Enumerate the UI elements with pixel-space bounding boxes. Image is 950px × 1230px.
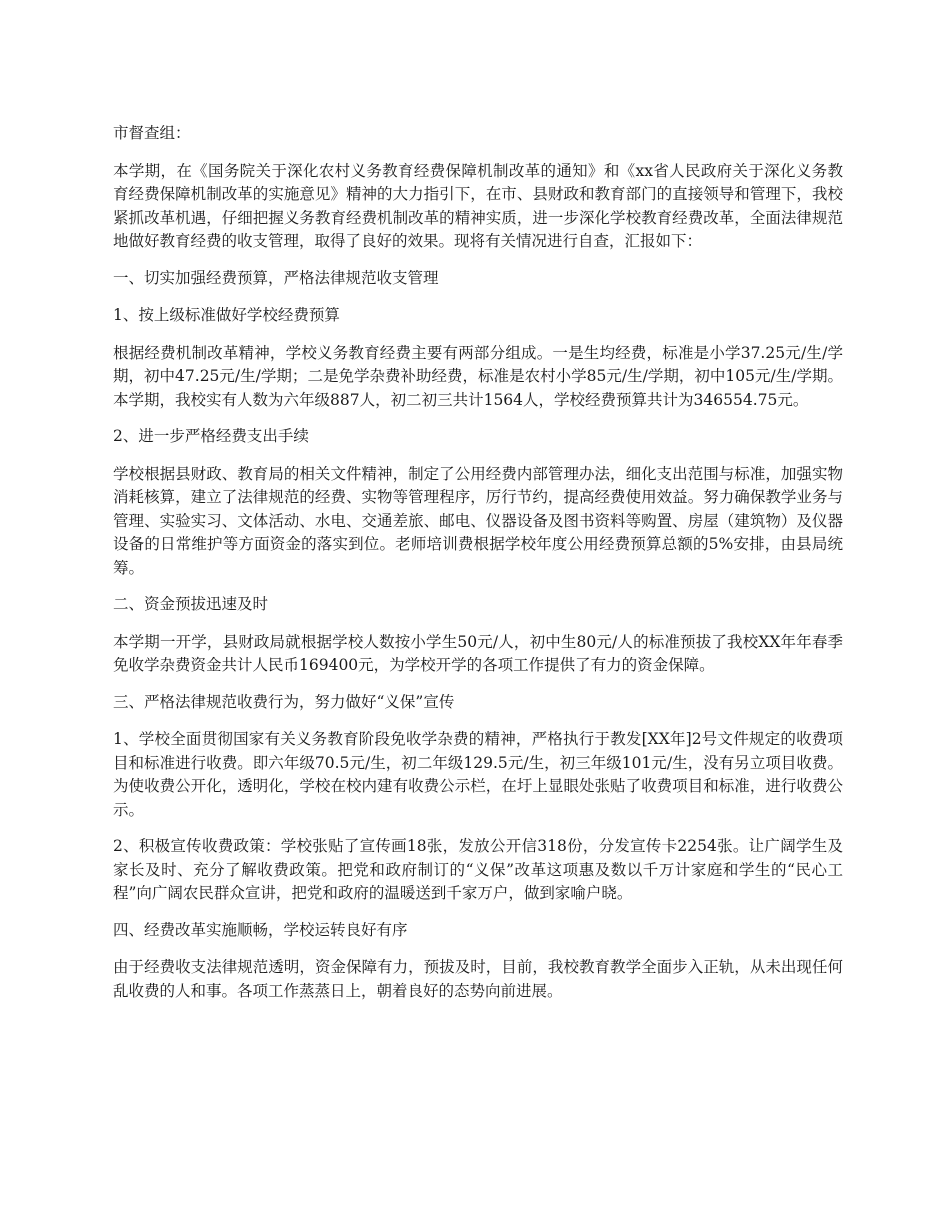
intro-paragraph: 本学期，在《国务院关于深化农村义务教育经费保障机制改革的通知》和《xx省人民政府关于深化义务教育经费保障机制改革的实施意见》精神的大力指引下，在市、县财政和教育部门的直接领导和管理下，我校紧抓改革机遇，仔细把握义务教育经费机制改革的精神实质，进一步深化学校教育经费改革，全面法律规范地做好教育经费的收支管理，取得了良好的效果。现将有关情况进行自查，汇报如下： (113, 161, 843, 250)
section-3-paragraph-2: 2、积极宣传收费政策：学校张贴了宣传画18张，发放公开信318份，分发宣传卡2254张。让广阔学生及家长及时、充分了解收费政策。把党和政府制订的“义保”改革这项惠及数以千万计家庭和学生的“民心工程”向广阔农民群众宣讲，把党和政府的温暖送到千家万户，做到家喻户晓。 (113, 837, 843, 902)
document-page (113, 122, 843, 1016)
section-1-subheading-2: 2、进一步严格经费支出手续 (113, 427, 309, 445)
section-1-subheading-1: 1、按上级标准做好学校经费预算 (113, 306, 340, 324)
section-1-paragraph-1: 根据经费机制改革精神，学校义务教育经费主要有两部分组成。一是生均经费，标准是小学37.25元/生/学期，初中47.25元/生/学期；二是免学杂费补助经费，标准是农村小学85元/生/学期，初中105元/生/学期。本学期，我校实有人数为六年级887人，初二初三共计1564人，学校经费预算共计为346554.75元。 (113, 343, 843, 409)
section-1-heading: 一、切实加强经费预算，严格法律规范收支管理 (113, 268, 439, 287)
section-2-paragraph: 本学期一开学，县财政局就根据学校人数按小学生50元/人，初中生80元/人的标准预拔了我校XX年年春季免收学杂费资金共计人民币169400元，为学校开学的各项工作提供了有力的资金保障。 (113, 632, 843, 674)
section-1-paragraph-2: 学校根据县财政、教育局的相关文件精神，制定了公用经费内部管理办法，细化支出范围与标准，加强实物消耗核算，建立了法律规范的经费、实物等管理程序，厉行节约，提高经费使用效益。努力确保教学业务与管理、实验实习、文体活动、水电、交通差旅、邮电、仪器设备及图书资料等购置、房屋（建筑物）及仪器设备的日常维护等方面资金的落实到位。老师培训费根据学校年度公用经费预算总额的5%安排，由县局统筹。 (113, 464, 843, 577)
salutation: 市督查组： (113, 124, 191, 142)
section-4-heading: 四、经费改革实施顺畅，学校运转良好有序 (113, 920, 408, 939)
section-3-paragraph-1: 1、学校全面贯彻国家有关义务教育阶段免收学杂费的精神，严格执行于教发[XX年]2号文件规定的收费项目和标准进行收费。即六年级70.5元/生，初二年级129.5元/生，初三年级101元/生，没有另立项目收费。为使收费公开化，透明化，学校在校内建有收费公示栏，在圩上显眼处张贴了收费项目和标准，进行收费公示。 (113, 730, 843, 819)
section-3-heading: 三、严格法律规范收费行为，努力做好“义保”宣传 (113, 692, 455, 711)
section-4-paragraph: 由于经费收支法律规范透明，资金保障有力，预拔及时，目前，我校教育教学全面步入正轨，从未出现任何乱收费的人和事。各项工作蒸蒸日上，朝着良好的态势向前进展。 (113, 958, 843, 1000)
section-2-heading: 二、资金预拔迅速及时 (113, 595, 269, 613)
